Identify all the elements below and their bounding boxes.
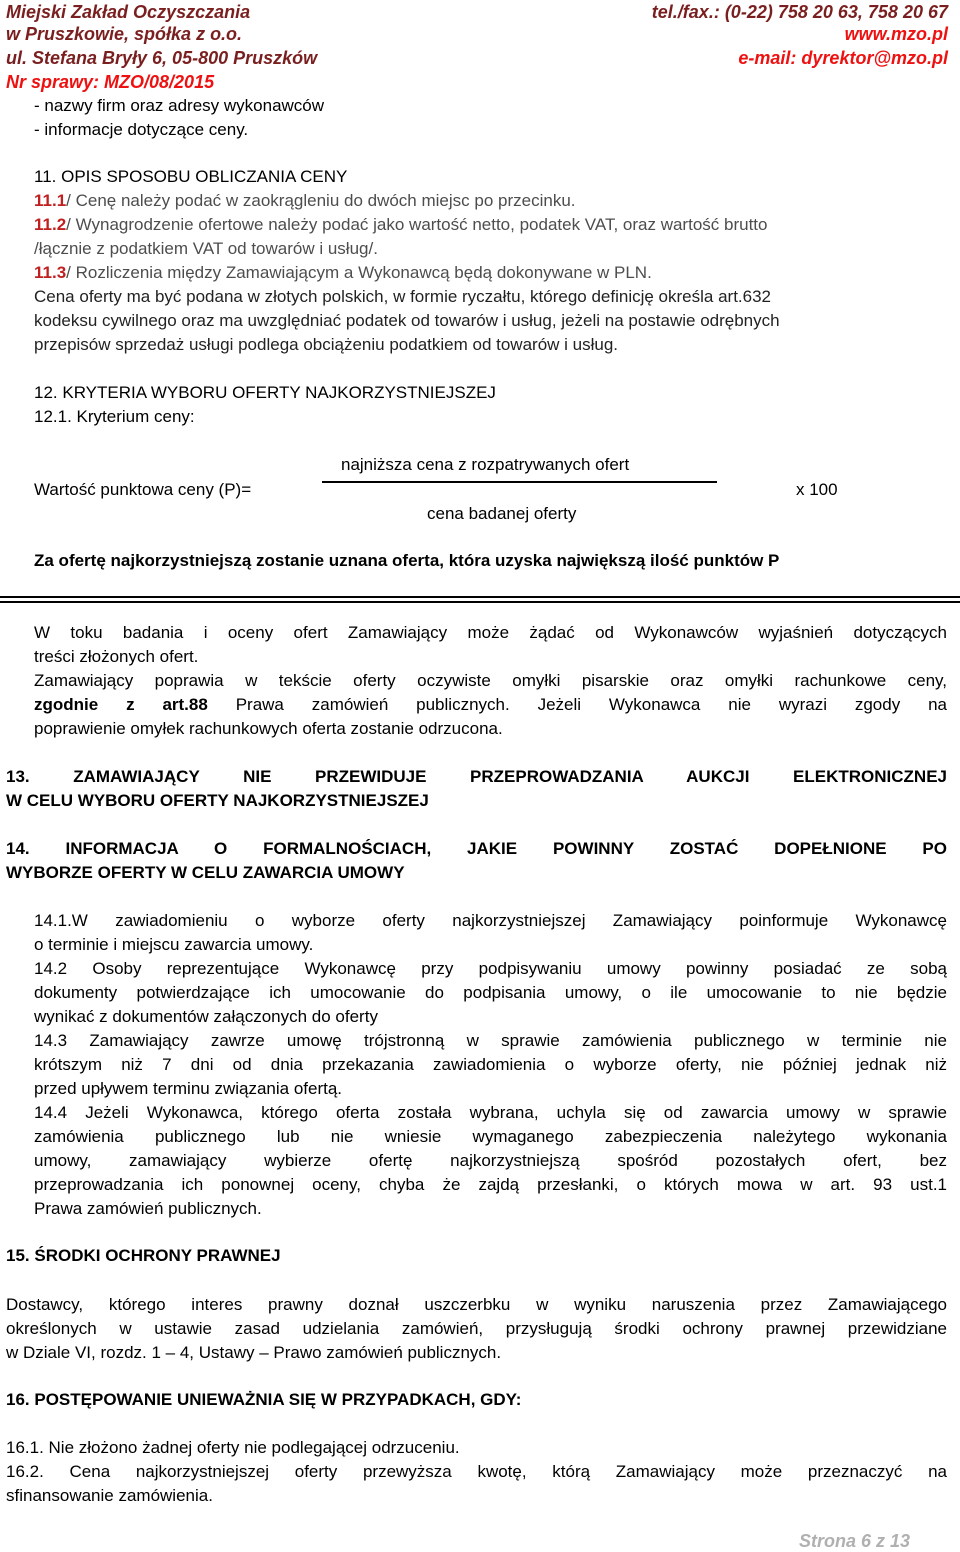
case-number: Nr sprawy: MZO/08/2015 [6, 72, 215, 92]
intro-line-2: - informacje dotyczące ceny. [34, 120, 249, 139]
section-11-4-line2: kodeksu cywilnego oraz ma uwzględniać podatek od towarów i usług, jeżeli na postawie odrębnych [34, 311, 780, 330]
section-11-2 [34, 214, 767, 236]
section-11-1 [34, 190, 576, 212]
correction-line2 [34, 694, 947, 716]
section-14-3-line1: 14.3 Zamawiający zawrze umowę trójstronną w sprawie zamówienia publicznego w terminie nie [34, 1031, 947, 1050]
divider-bottom [0, 601, 960, 603]
section-11-1-text: / Cenę należy podać w zaokrągleniu do dwóch miejsc po przecinku. [66, 191, 576, 210]
company-address: ul. Stefana Bryły 6, 05-800 Pruszków [6, 48, 318, 68]
correction-article-ref: zgodnie z art.88 [34, 695, 208, 714]
fraction-bar [322, 481, 717, 483]
section-11-3-text: / Rozliczenia między Zamawiającym a Wykonawcą będą dokonywane w PLN. [66, 263, 652, 282]
correction-line2-text: Prawa zamówień publicznych. Jeżeli Wykonawca nie wyrazi zgody na [207, 695, 947, 714]
section-14-3-line2: krótszym niż 7 dni od dnia przekazania zawiadomienia o wyborze oferty, nie później jednak niż [34, 1055, 947, 1074]
section-14-4-line1: 14.4 Jeżeli Wykonawca, którego oferta została wybrana, uchyla się od zawarcia umowy w sprawie [34, 1103, 947, 1122]
clarification-line2: treści złożonych ofert. [34, 647, 199, 666]
section-14-1-line1: 14.1.W zawiadomieniu o wyborze oferty najkorzystniejszej Zamawiający poinformuje Wykonawcę [34, 911, 947, 930]
section-14-2-line3: wynikać z dokumentów załączonych do oferty [34, 1007, 378, 1026]
section-14-4-line2: zamówienia publicznego lub nie wniesie wymaganego zabezpieczenia należytego wykonania [34, 1127, 947, 1146]
section-11-2-number: 11.2 [34, 215, 67, 234]
intro-line-1: - nazwy firm oraz adresy wykonawców [34, 96, 325, 115]
section-14-4-line4: przeprowadzania ich ponownej oceny, chyba że zajdą przesłanki, o których mowa w art. 93 ust.1 [34, 1175, 947, 1194]
section-12-heading: 12. KRYTERIA WYBORU OFERTY NAJKORZYSTNIEJSZEJ [34, 383, 496, 402]
section-11-2-text: / Wynagrodzenie ofertowe należy podać jako wartość netto, podatek VAT, oraz wartość brutto [66, 215, 768, 234]
section-14-heading-line2: WYBORZE OFERTY W CELU ZAWARCIA UMOWY [6, 863, 405, 882]
section-13-heading-line2: W CELU WYBORU OFERTY NAJKORZYSTNIEJSZEJ [6, 791, 429, 810]
section-11-2-cont: /łącznie z podatkiem VAT od towarów i usług/. [34, 239, 378, 258]
clarification-line1: W toku badania i oceny ofert Zamawiający może żądać od Wykonawców wyjaśnień dotyczących [34, 623, 947, 642]
company-name: Miejski Zakład Oczyszczania [6, 2, 251, 22]
correction-line1: Zamawiający poprawia w tekście oferty oczywiste omyłki pisarskie oraz omyłki rachunkowe ceny, [34, 671, 947, 690]
section-12-1-label: 12.1. Kryterium ceny: [34, 407, 195, 426]
email-link[interactable]: e-mail: dyrektor@mzo.pl [738, 48, 948, 68]
section-16-1: 16.1. Nie złożono żadnej oferty nie podlegającej odrzuceniu. [6, 1438, 460, 1457]
section-14-1-line2: o terminie i miejscu zawarcia umowy. [34, 935, 314, 954]
section-14-4-line5: Prawa zamówień publicznych. [34, 1199, 262, 1218]
section-15-line1: Dostawcy, którego interes prawny doznał uszczerbku w wyniku naruszenia przez Zamawiającego [6, 1295, 947, 1314]
formula-label: Wartość punktowa ceny (P)= [34, 480, 252, 499]
section-15-line3: w Dziale VI, rozdz. 1 – 4, Ustawy – Prawo zamówień publicznych. [6, 1343, 502, 1362]
section-14-3-line3: przed upływem terminu związania ofertą. [34, 1079, 343, 1098]
section-13-heading-line1: 13. ZAMAWIAJĄCY NIE PRZEWIDUJE PRZEPROWADZANIA AUKCJI ELEKTRONICZNEJ [6, 767, 947, 786]
section-11-heading: 11. OPIS SPOSOBU OBLICZANIA CENY [34, 167, 348, 186]
phone: tel./fax.: (0-22) 758 20 63, 758 20 67 [651, 2, 948, 22]
correction-line3: poprawienie omyłek rachunkowych oferta zostanie odrzucona. [34, 719, 503, 738]
section-14-2-line2: dokumenty potwierdzające ich umocowanie do podpisania umowy, o ile umocowanie to nie będzie [34, 983, 947, 1002]
criteria-summary: Za ofertę najkorzystniejszą zostanie uznana oferta, która uzyska największą ilość punktów P [34, 551, 780, 570]
section-16-2-line2: sfinansowanie zamówienia. [6, 1486, 213, 1505]
website-link[interactable]: www.mzo.pl [844, 24, 948, 44]
section-16-2-line1: 16.2. Cena najkorzystniejszej oferty przewyższa kwotę, którą Zamawiający może przeznaczyć na [6, 1462, 947, 1481]
section-11-1-number: 11.1 [34, 191, 67, 210]
divider-top [0, 596, 960, 598]
company-name-line2: w Pruszkowie, spółka z o.o. [6, 24, 243, 44]
formula-numerator: najniższa cena z rozpatrywanych ofert [341, 455, 630, 474]
formula-multiplier: x 100 [796, 480, 838, 499]
section-15-line2: określonych w ustawie zasad udzielania zamówień, przysługują środki ochrony prawnej przewidziane [6, 1319, 947, 1338]
section-16-heading: 16. POSTĘPOWANIE UNIEWAŻNIA SIĘ W PRZYPADKACH, GDY: [6, 1390, 522, 1409]
section-11-4-line3: przepisów sprzedaż usługi podlega obciążeniu podatkiem od towarów i usług. [34, 335, 619, 354]
section-14-4-line3: umowy, zamawiający wybierze ofertę najkorzystniejszą spośród pozostałych ofert, bez [34, 1151, 947, 1170]
section-11-4-line1: Cena oferty ma być podana w złotych polskich, w formie ryczałtu, którego definicję określa art.632 [34, 287, 772, 306]
formula-denominator: cena badanej oferty [427, 504, 577, 523]
page-number: Strona 6 z 13 [798, 1531, 910, 1551]
section-11-3-number: 11.3 [34, 263, 67, 282]
section-11-3 [34, 262, 652, 284]
section-14-heading-line1: 14. INFORMACJA O FORMALNOŚCIACH, JAKIE POWINNY ZOSTAĆ DOPEŁNIONE PO [6, 839, 947, 858]
section-14-2-line1: 14.2 Osoby reprezentujące Wykonawcę przy podpisywaniu umowy powinny posiadać ze sobą [34, 959, 947, 978]
section-15-heading: 15. ŚRODKI OCHRONY PRAWNEJ [6, 1246, 281, 1265]
